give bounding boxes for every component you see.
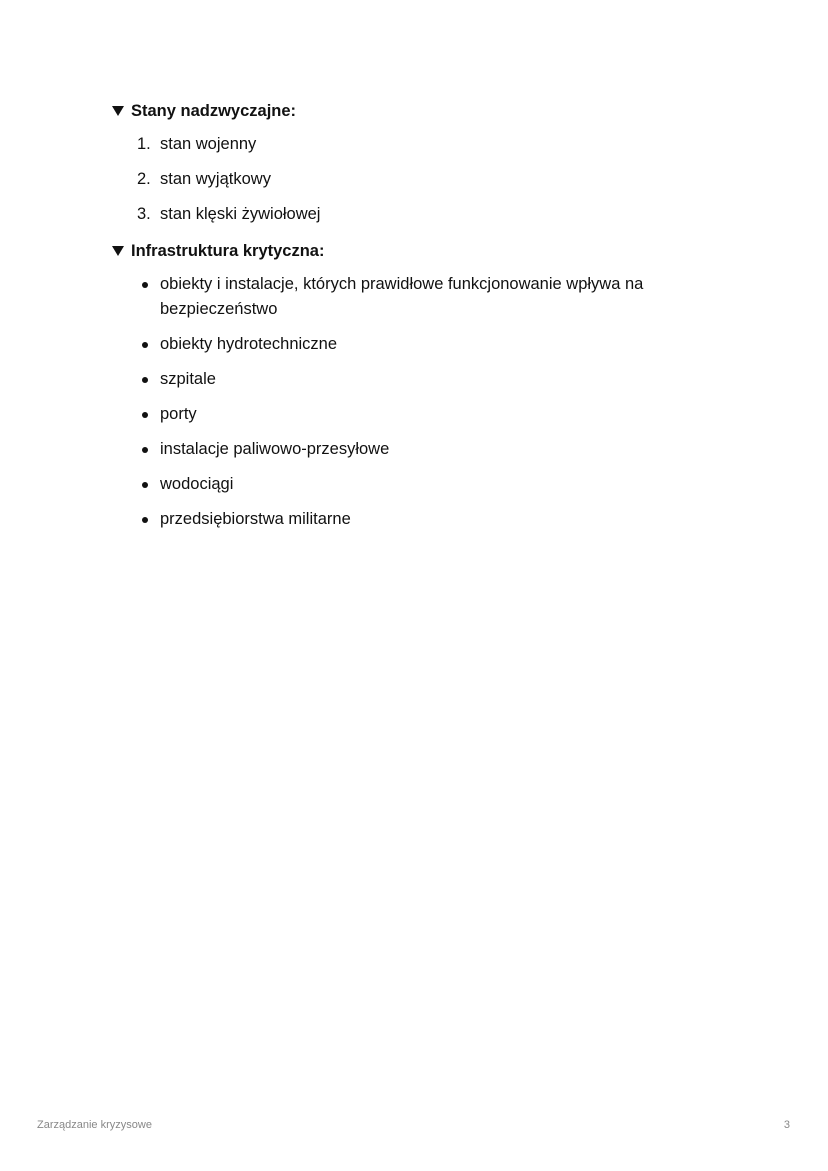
bullet-icon xyxy=(142,342,148,348)
list-item-text: porty xyxy=(160,405,197,423)
section-title: Infrastruktura krytyczna: xyxy=(131,242,325,260)
section-stany-nadzwyczajne xyxy=(111,100,711,227)
bullet-icon xyxy=(142,517,148,523)
list-item-text: przedsiębiorstwa militarne xyxy=(160,510,351,528)
bullet-icon xyxy=(142,447,148,453)
list-item xyxy=(111,437,660,462)
list-item xyxy=(111,402,660,427)
footer-document-title: Zarządzanie kryzysowe xyxy=(37,1119,152,1131)
list-item xyxy=(111,507,660,532)
list-item xyxy=(111,167,660,192)
triangle-down-icon[interactable] xyxy=(112,106,124,116)
section-header[interactable] xyxy=(111,100,711,122)
list-item-text: wodociągi xyxy=(160,475,234,493)
bullet-list xyxy=(111,272,711,532)
list-item xyxy=(111,367,660,392)
section-infrastruktura-krytyczna xyxy=(111,240,711,532)
list-item-text: instalacje paliwowo-przesyłowe xyxy=(160,440,390,458)
bullet-icon xyxy=(142,412,148,418)
list-number: 3. xyxy=(137,205,151,223)
triangle-down-icon[interactable] xyxy=(112,246,124,256)
list-item xyxy=(111,332,660,357)
ordered-list xyxy=(111,132,711,227)
bullet-icon xyxy=(142,377,148,383)
section-header[interactable] xyxy=(111,240,711,262)
list-item xyxy=(111,132,660,157)
list-item-text: stan klęski żywiołowej xyxy=(160,205,321,223)
list-item xyxy=(111,272,660,322)
list-item-text: obiekty i instalacje, których prawidłowe funkcjonowanie wpływa na bezpieczeństwo xyxy=(160,275,644,318)
footer-page-number: 3 xyxy=(783,1119,790,1131)
bullet-icon xyxy=(142,282,148,288)
bullet-icon xyxy=(142,482,148,488)
list-item-text: stan wyjątkowy xyxy=(160,170,271,188)
list-item-text: szpitale xyxy=(160,370,216,388)
list-number: 1. xyxy=(137,135,151,153)
section-title: Stany nadzwyczajne: xyxy=(131,102,297,120)
list-item-text: stan wojenny xyxy=(160,135,257,153)
list-item-text: obiekty hydrotechniczne xyxy=(160,335,338,353)
list-number: 2. xyxy=(137,170,151,188)
list-item xyxy=(111,202,660,227)
list-item xyxy=(111,472,660,497)
